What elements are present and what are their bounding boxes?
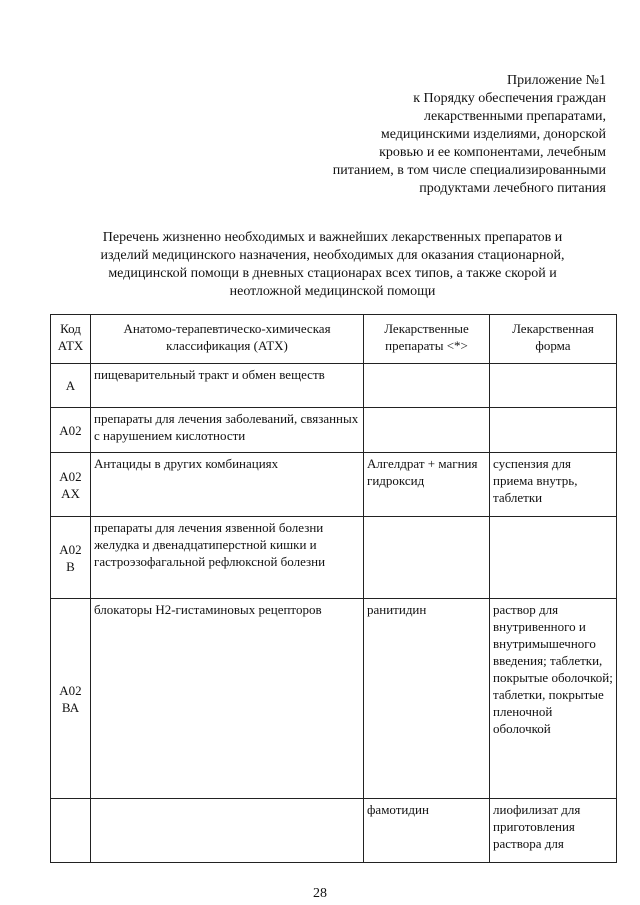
row-classification: Антациды в других комбинациях [91,453,364,517]
header-line: питанием, в том числе специализированными [332,163,606,178]
title-line: Перечень жизненно необходимых и важнейших лекарственных препаратов и [102,230,563,245]
header-line: Приложение №1 [507,73,606,88]
table-row [51,364,617,408]
row-form: суспензия для приема внутрь, таблетки [490,453,617,517]
table-row [51,799,617,863]
row-form [490,517,617,599]
document-title [50,229,615,301]
row-code: А02 АХ [51,453,91,517]
header-drugs: Лекарственные препараты <*> [364,315,490,364]
row-drug [364,517,490,599]
row-form [490,408,617,453]
table-row [51,408,617,453]
header-line: лекарственными препаратами, [424,109,606,124]
header-classification: Анатомо-терапевтическо-химическая классификация (АТХ) [91,315,364,364]
row-code: А02 ВА [51,599,91,799]
header-line: медицинскими изделиями, донорской [380,127,606,142]
row-drug [364,364,490,408]
table-row [51,599,617,799]
table-header-row [51,315,617,364]
row-form: лиофилизат для приготовления раствора для [490,799,617,863]
row-form [490,364,617,408]
title-line: медицинской помощи в дневных стационарах всех типов, а также скорой и [108,266,557,281]
row-classification: блокаторы Н2-гистаминовых рецепторов [91,599,364,799]
row-drug: ранитидин [364,599,490,799]
row-code [51,799,91,863]
row-code: А [51,364,91,408]
row-drug: Алгелдрат + магния гидроксид [364,453,490,517]
row-drug [364,408,490,453]
row-classification: пищеварительный тракт и обмен веществ [91,364,364,408]
table-row [51,453,617,517]
header-code: Код АТХ [51,315,91,364]
header-form: Лекарственная форма [490,315,617,364]
header-line: к Порядку обеспечения граждан [413,91,606,106]
row-classification: препараты для лечения заболеваний, связанных с нарушением кислотности [91,408,364,453]
header-line: продуктами лечебного питания [419,181,606,196]
row-drug: фамотидин [364,799,490,863]
drug-list-table [50,314,617,863]
row-classification: препараты для лечения язвенной болезни желудка и двенадцатиперстной кишки и гастроэзофагальной рефлюксной болезни [91,517,364,599]
table-row [51,517,617,599]
title-line: неотложной медицинской помощи [229,284,436,299]
row-code: А02 [51,408,91,453]
appendix-header [276,72,606,198]
header-line: кровью и ее компонентами, лечебным [379,145,606,160]
row-code: А02 В [51,517,91,599]
row-classification [91,799,364,863]
row-form: раствор для внутривенного и внутримышечного введения; таблетки, покрытые оболочкой; таблетки, покрытые пленочной оболочкой [490,599,617,799]
title-line: изделий медицинского назначения, необходимых для оказания стационарной, [100,248,565,263]
page-number: 28 [313,886,327,901]
